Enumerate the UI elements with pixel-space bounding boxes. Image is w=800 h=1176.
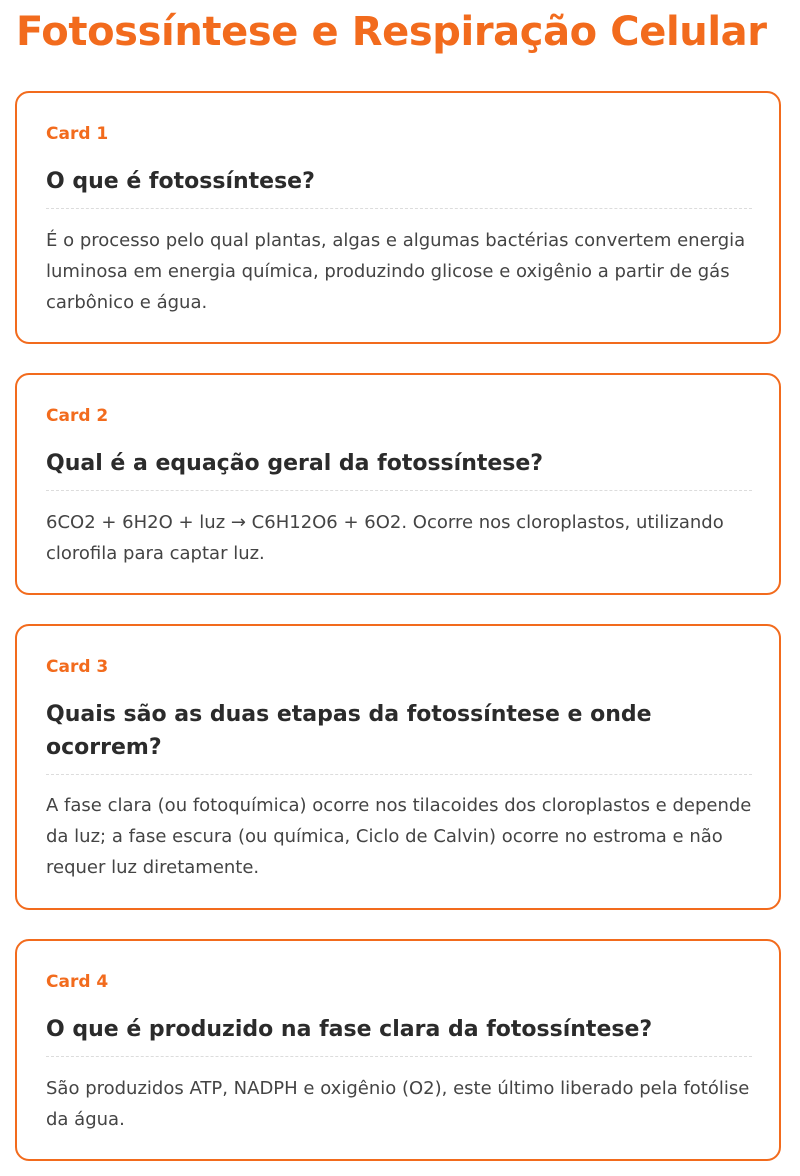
card-label: Card 1 <box>46 124 109 144</box>
flashcard <box>15 624 781 910</box>
card-answer: São produzidos ATP, NADPH e oxigênio (O2), este último liberado pela fotólise da água. <box>46 1078 750 1130</box>
card-answer: A fase clara (ou fotoquímica) ocorre nos tilacoides dos cloroplastos e depende da luz; a fase escura (ou química, Ciclo de Calvin) ocorre no estroma e não requer luz diretamente. <box>46 795 752 878</box>
card-label: Card 4 <box>46 972 109 992</box>
card-divider <box>46 1056 752 1057</box>
page-title: Fotossíntese e Respiração Celular <box>16 9 767 55</box>
card-label: Card 3 <box>46 657 109 677</box>
card-question: Quais são as duas etapas da fotossíntese e onde ocorrem? <box>46 702 652 760</box>
card-label: Card 2 <box>46 406 109 426</box>
card-question: O que é produzido na fase clara da fotossíntese? <box>46 1017 653 1042</box>
card-answer: É o processo pelo qual plantas, algas e algumas bactérias convertem energia luminosa em energia química, produzindo glicose e oxigênio a partir de gás carbônico e água. <box>46 230 746 313</box>
card-divider <box>46 490 752 491</box>
flashcard <box>15 939 781 1161</box>
card-question: O que é fotossíntese? <box>46 169 315 194</box>
card-answer: 6CO2 + 6H2O + luz → C6H12O6 + 6O2. Ocorre nos cloroplastos, utilizando clorofila para captar luz. <box>46 512 724 564</box>
flashcard <box>15 373 781 595</box>
card-divider <box>46 208 752 209</box>
card-divider <box>46 774 752 775</box>
card-question: Qual é a equação geral da fotossíntese? <box>46 451 544 476</box>
flashcard <box>15 91 781 344</box>
